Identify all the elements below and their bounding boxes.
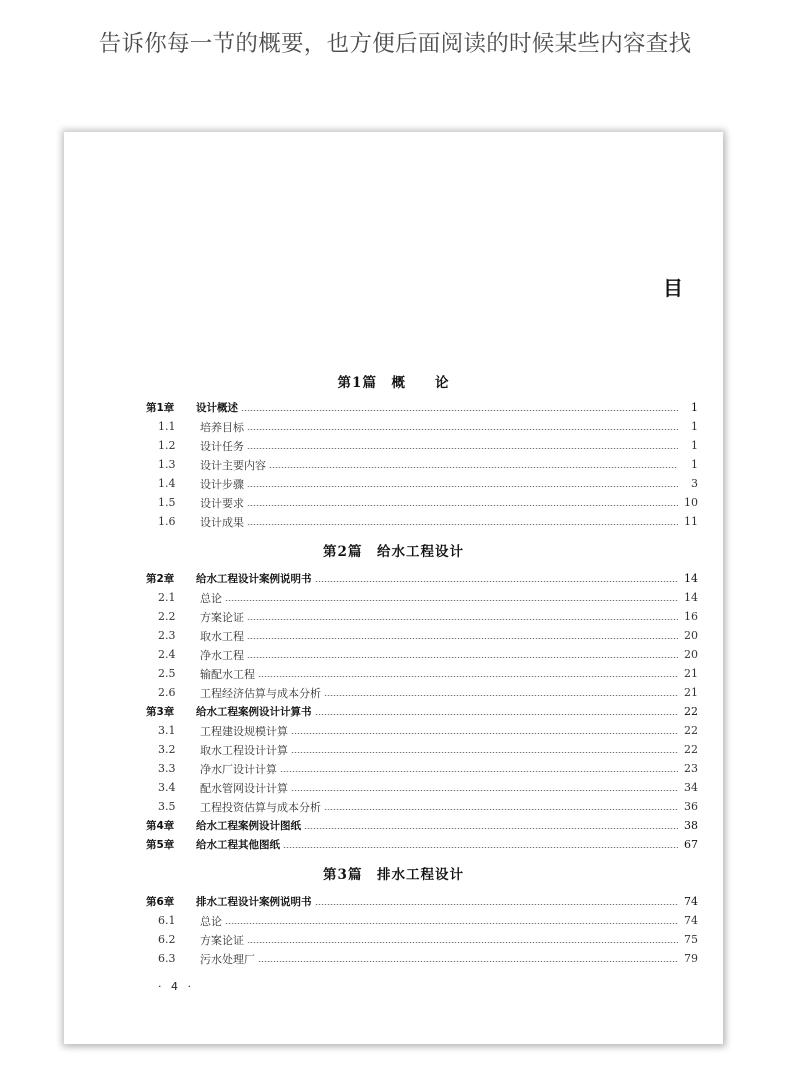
toc-section-entry	[146, 474, 698, 493]
toc-section-entry	[146, 683, 698, 702]
entry-title: 方案论证	[200, 610, 244, 624]
entry-number: 3.4	[158, 781, 176, 794]
entry-number: 第2章	[146, 573, 175, 585]
entry-title: 配水管网设计计算	[200, 781, 288, 795]
entry-title: 输配水工程	[200, 667, 255, 681]
dot-leader	[241, 410, 678, 411]
dot-leader	[291, 790, 678, 791]
entry-page: 1	[691, 401, 698, 414]
dot-leader	[324, 695, 678, 696]
dot-leader	[315, 581, 679, 582]
entry-number: 1.6	[158, 515, 176, 528]
toc-chapter-entry	[146, 816, 698, 835]
entry-number: 1.3	[158, 458, 176, 471]
toc-section-entry	[146, 930, 698, 949]
entry-number: 2.2	[158, 610, 176, 623]
entry-page: 74	[684, 895, 698, 908]
toc-section-entry	[146, 493, 698, 512]
dot-leader	[258, 676, 678, 677]
entry-number: 2.1	[158, 591, 176, 604]
entry-title: 给水工程案例设计计算书	[196, 706, 312, 718]
toc-chapter-entry	[146, 398, 698, 417]
entry-title: 工程经济估算与成本分析	[200, 686, 321, 700]
entry-page: 22	[684, 724, 698, 737]
entry-number: 6.3	[158, 952, 176, 965]
entry-number: 第5章	[146, 839, 175, 851]
toc-chapter-entry	[146, 702, 698, 721]
dot-leader	[247, 657, 678, 658]
entry-title: 设计主要内容	[200, 458, 266, 472]
book-page	[64, 132, 723, 1044]
page-number: · 4 ·	[158, 980, 194, 993]
entry-page: 23	[684, 762, 698, 775]
entry-page: 74	[684, 914, 698, 927]
part-heading: 第2篇 给水工程设计	[323, 544, 464, 560]
toc-section-entry	[146, 740, 698, 759]
entry-title: 排水工程设计案例说明书	[196, 896, 312, 908]
entry-page: 14	[684, 591, 698, 604]
dot-leader	[315, 714, 679, 715]
entry-page: 11	[684, 515, 698, 528]
toc-section-entry	[146, 645, 698, 664]
banner-caption: 告诉你每一节的概要，也方便后面阅读的时候某些内容查找	[98, 31, 692, 57]
entry-title: 给水工程其他图纸	[196, 839, 280, 851]
toc-section-entry	[146, 588, 698, 607]
toc-section-entry	[146, 949, 698, 968]
dot-leader	[291, 733, 678, 734]
dot-leader	[247, 429, 678, 430]
entry-number: 2.6	[158, 686, 176, 699]
toc-chapter-entry	[146, 892, 698, 911]
entry-number: 2.4	[158, 648, 176, 661]
toc-heading: 目	[663, 276, 683, 300]
dot-leader	[315, 904, 679, 905]
entry-page: 3	[691, 477, 698, 490]
dot-leader	[247, 505, 678, 506]
entry-title: 设计成果	[200, 515, 244, 529]
entry-page: 14	[684, 572, 698, 585]
entry-number: 1.1	[158, 420, 176, 433]
dot-leader	[247, 486, 678, 487]
dot-leader	[247, 942, 678, 943]
toc-chapter-entry	[146, 835, 698, 854]
entry-page: 20	[684, 629, 698, 642]
toc-section-entry	[146, 778, 698, 797]
dot-leader	[283, 847, 678, 848]
entry-title: 方案论证	[200, 933, 244, 947]
toc-section-entry	[146, 607, 698, 626]
entry-page: 1	[691, 420, 698, 433]
entry-title: 取水工程	[200, 629, 244, 643]
entry-title: 设计步骤	[200, 477, 244, 491]
dot-leader	[304, 828, 678, 829]
dot-leader	[247, 619, 678, 620]
toc-section-entry	[146, 626, 698, 645]
toc-section-entry	[146, 417, 698, 436]
entry-number: 2.3	[158, 629, 176, 642]
dot-leader	[247, 638, 678, 639]
entry-page: 21	[684, 667, 698, 680]
toc-section-entry	[146, 911, 698, 930]
entry-page: 34	[684, 781, 698, 794]
dot-leader	[247, 524, 678, 525]
entry-number: 6.2	[158, 933, 176, 946]
entry-page: 1	[691, 458, 698, 471]
entry-number: 第1章	[146, 402, 175, 414]
entry-number: 3.1	[158, 724, 176, 737]
dot-leader	[258, 961, 678, 962]
entry-page: 1	[691, 439, 698, 452]
entry-page: 20	[684, 648, 698, 661]
toc-chapter-entry	[146, 569, 698, 588]
entry-title: 设计任务	[200, 439, 244, 453]
entry-number: 3.3	[158, 762, 176, 775]
entry-page: 75	[684, 933, 698, 946]
entry-number: 6.1	[158, 914, 176, 927]
dot-leader	[225, 600, 678, 601]
entry-title: 培养目标	[200, 420, 244, 434]
part-heading: 第1篇 概 论	[337, 375, 450, 391]
entry-number: 3.2	[158, 743, 176, 756]
entry-title: 净水工程	[200, 648, 244, 662]
dot-leader	[324, 809, 678, 810]
entry-number: 3.5	[158, 800, 176, 813]
toc-section-entry	[146, 664, 698, 683]
entry-page: 67	[684, 838, 698, 851]
toc-section-entry	[146, 759, 698, 778]
entry-page: 22	[684, 743, 698, 756]
entry-title: 污水处理厂	[200, 952, 255, 966]
dot-leader	[225, 923, 678, 924]
dot-leader	[247, 448, 678, 449]
entry-page: 10	[684, 496, 698, 509]
toc-section-entry	[146, 436, 698, 455]
entry-title: 工程投资估算与成本分析	[200, 800, 321, 814]
toc-section-entry	[146, 455, 698, 474]
entry-number: 1.2	[158, 439, 176, 452]
entry-title: 总论	[200, 591, 222, 605]
entry-number: 2.5	[158, 667, 176, 680]
entry-page: 79	[684, 952, 698, 965]
entry-title: 取水工程设计计算	[200, 743, 288, 757]
entry-number: 第6章	[146, 896, 175, 908]
entry-page: 22	[684, 705, 698, 718]
entry-number: 第4章	[146, 820, 175, 832]
entry-title: 工程建设规模计算	[200, 724, 288, 738]
entry-title: 给水工程设计案例说明书	[196, 573, 312, 585]
toc-section-entry	[146, 512, 698, 531]
dot-leader	[269, 467, 678, 468]
entry-page: 36	[684, 800, 698, 813]
entry-page: 16	[684, 610, 698, 623]
entry-title: 净水厂设计计算	[200, 762, 277, 776]
dot-leader	[280, 771, 678, 772]
entry-page: 38	[684, 819, 698, 832]
entry-title: 设计要求	[200, 496, 244, 510]
dot-leader	[291, 752, 678, 753]
entry-number: 1.4	[158, 477, 176, 490]
entry-number: 1.5	[158, 496, 176, 509]
toc-section-entry	[146, 797, 698, 816]
entry-title: 总论	[200, 914, 222, 928]
entry-title: 给水工程案例设计图纸	[196, 820, 301, 832]
entry-title: 设计概述	[196, 402, 238, 414]
part-heading: 第3篇 排水工程设计	[323, 867, 464, 883]
toc-section-entry	[146, 721, 698, 740]
entry-page: 21	[684, 686, 698, 699]
entry-number: 第3章	[146, 706, 175, 718]
